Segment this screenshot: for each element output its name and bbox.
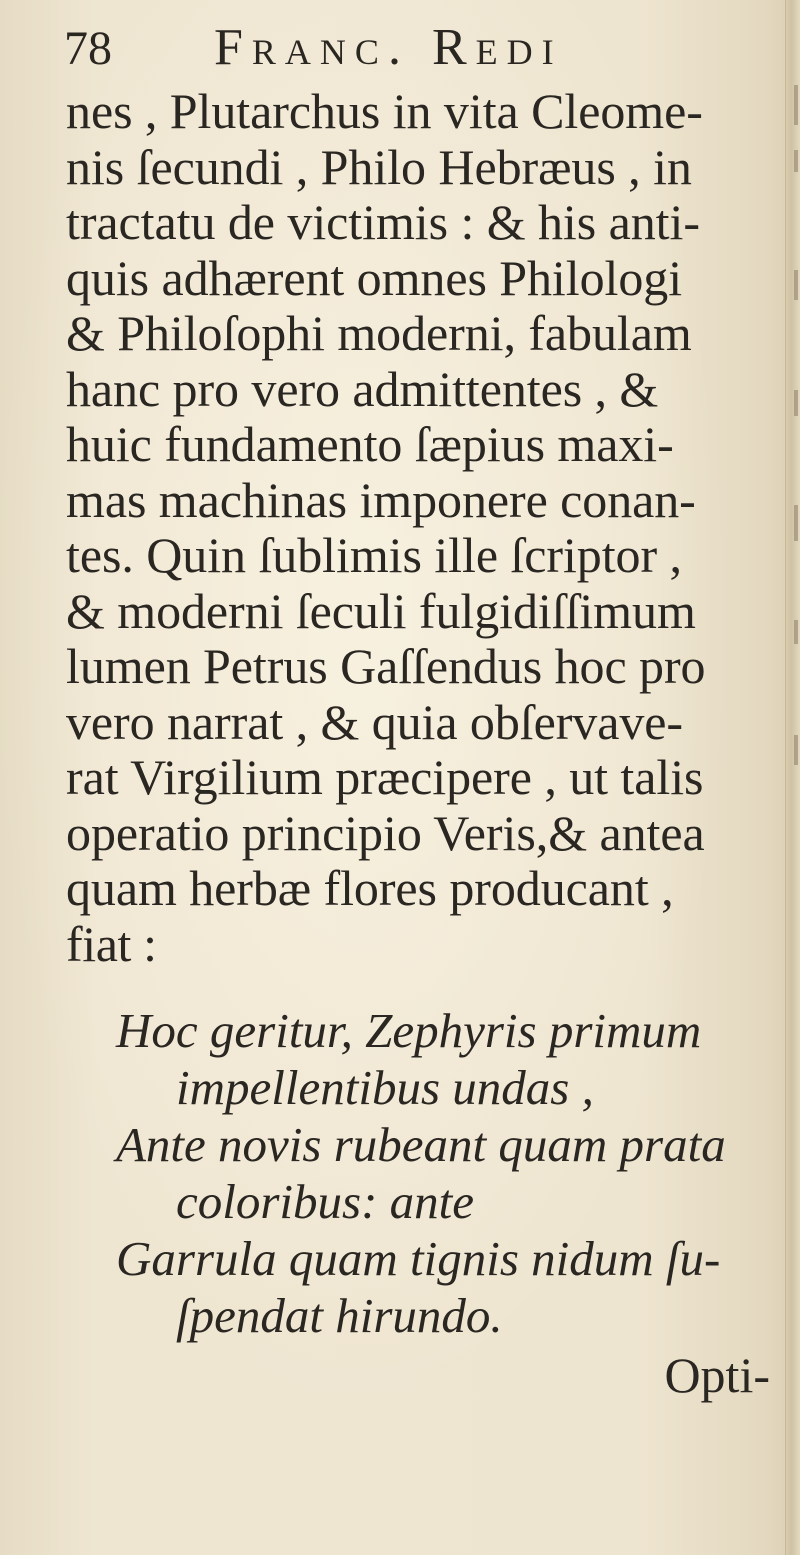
- verse-line: [0, 1117, 786, 1174]
- verse-line-text: coloribus: ante: [176, 1174, 475, 1229]
- text-line: rat Virgilium præcipere , ut talis: [66, 749, 704, 805]
- page-number: 78: [64, 22, 112, 75]
- text-line: mas machinas imponere conan-: [66, 471, 696, 528]
- text-line: hanc pro vero admittentes , &: [66, 360, 659, 417]
- verse-line-text: ſpendat hirundo.: [176, 1288, 503, 1343]
- text-line: lumen Petrus Gaſſendus hoc pro: [66, 638, 706, 694]
- text-line: & moderni ſeculi fulgidiſſimum: [66, 582, 696, 639]
- verse-line: [0, 1174, 786, 1231]
- text-line: vero narrat , & quia obſervave-: [66, 693, 683, 750]
- verse-line-text: impellentibus undas ,: [176, 1060, 594, 1115]
- text-line: nis ſecundi , Philo Hebræus , in: [66, 138, 692, 195]
- verse-line-text: Hoc geritur, Zephyris primum: [116, 1003, 702, 1058]
- catchword: Opti-: [664, 1347, 770, 1403]
- verse-quotation: [0, 1003, 786, 1345]
- text-line: nes , Plutarchus in vita Cleome-: [66, 83, 703, 139]
- verse-line-text: Garrula quam tignis nidum ſu-: [116, 1231, 721, 1286]
- verse-line: [0, 1060, 786, 1117]
- text-line: quis adhærent omnes Philologi: [66, 249, 683, 306]
- next-leaf-edge: [785, 0, 800, 1555]
- text-line: tractatu de victimis : & his anti-: [66, 194, 700, 250]
- verse-line-text: Ante novis rubeant quam prata: [116, 1117, 726, 1172]
- text-line: fiat :: [66, 915, 157, 972]
- text-line: tes. Quin ſublimis ille ſcriptor ,: [66, 527, 682, 583]
- running-header: [64, 14, 764, 78]
- body-text: [66, 84, 782, 972]
- verse-line: [0, 1288, 786, 1345]
- verse-line: [0, 1231, 786, 1288]
- text-line: quam herbæ flores producant ,: [66, 860, 674, 916]
- verse-line: [0, 1003, 786, 1060]
- running-title: Franc. Redi: [214, 19, 563, 76]
- text-line: huic fundamento ſæpius maxi-: [66, 416, 674, 472]
- text-line: & Philoſophi moderni, fabulam: [66, 305, 692, 361]
- text-line: operatio principio Veris,& antea: [66, 804, 705, 861]
